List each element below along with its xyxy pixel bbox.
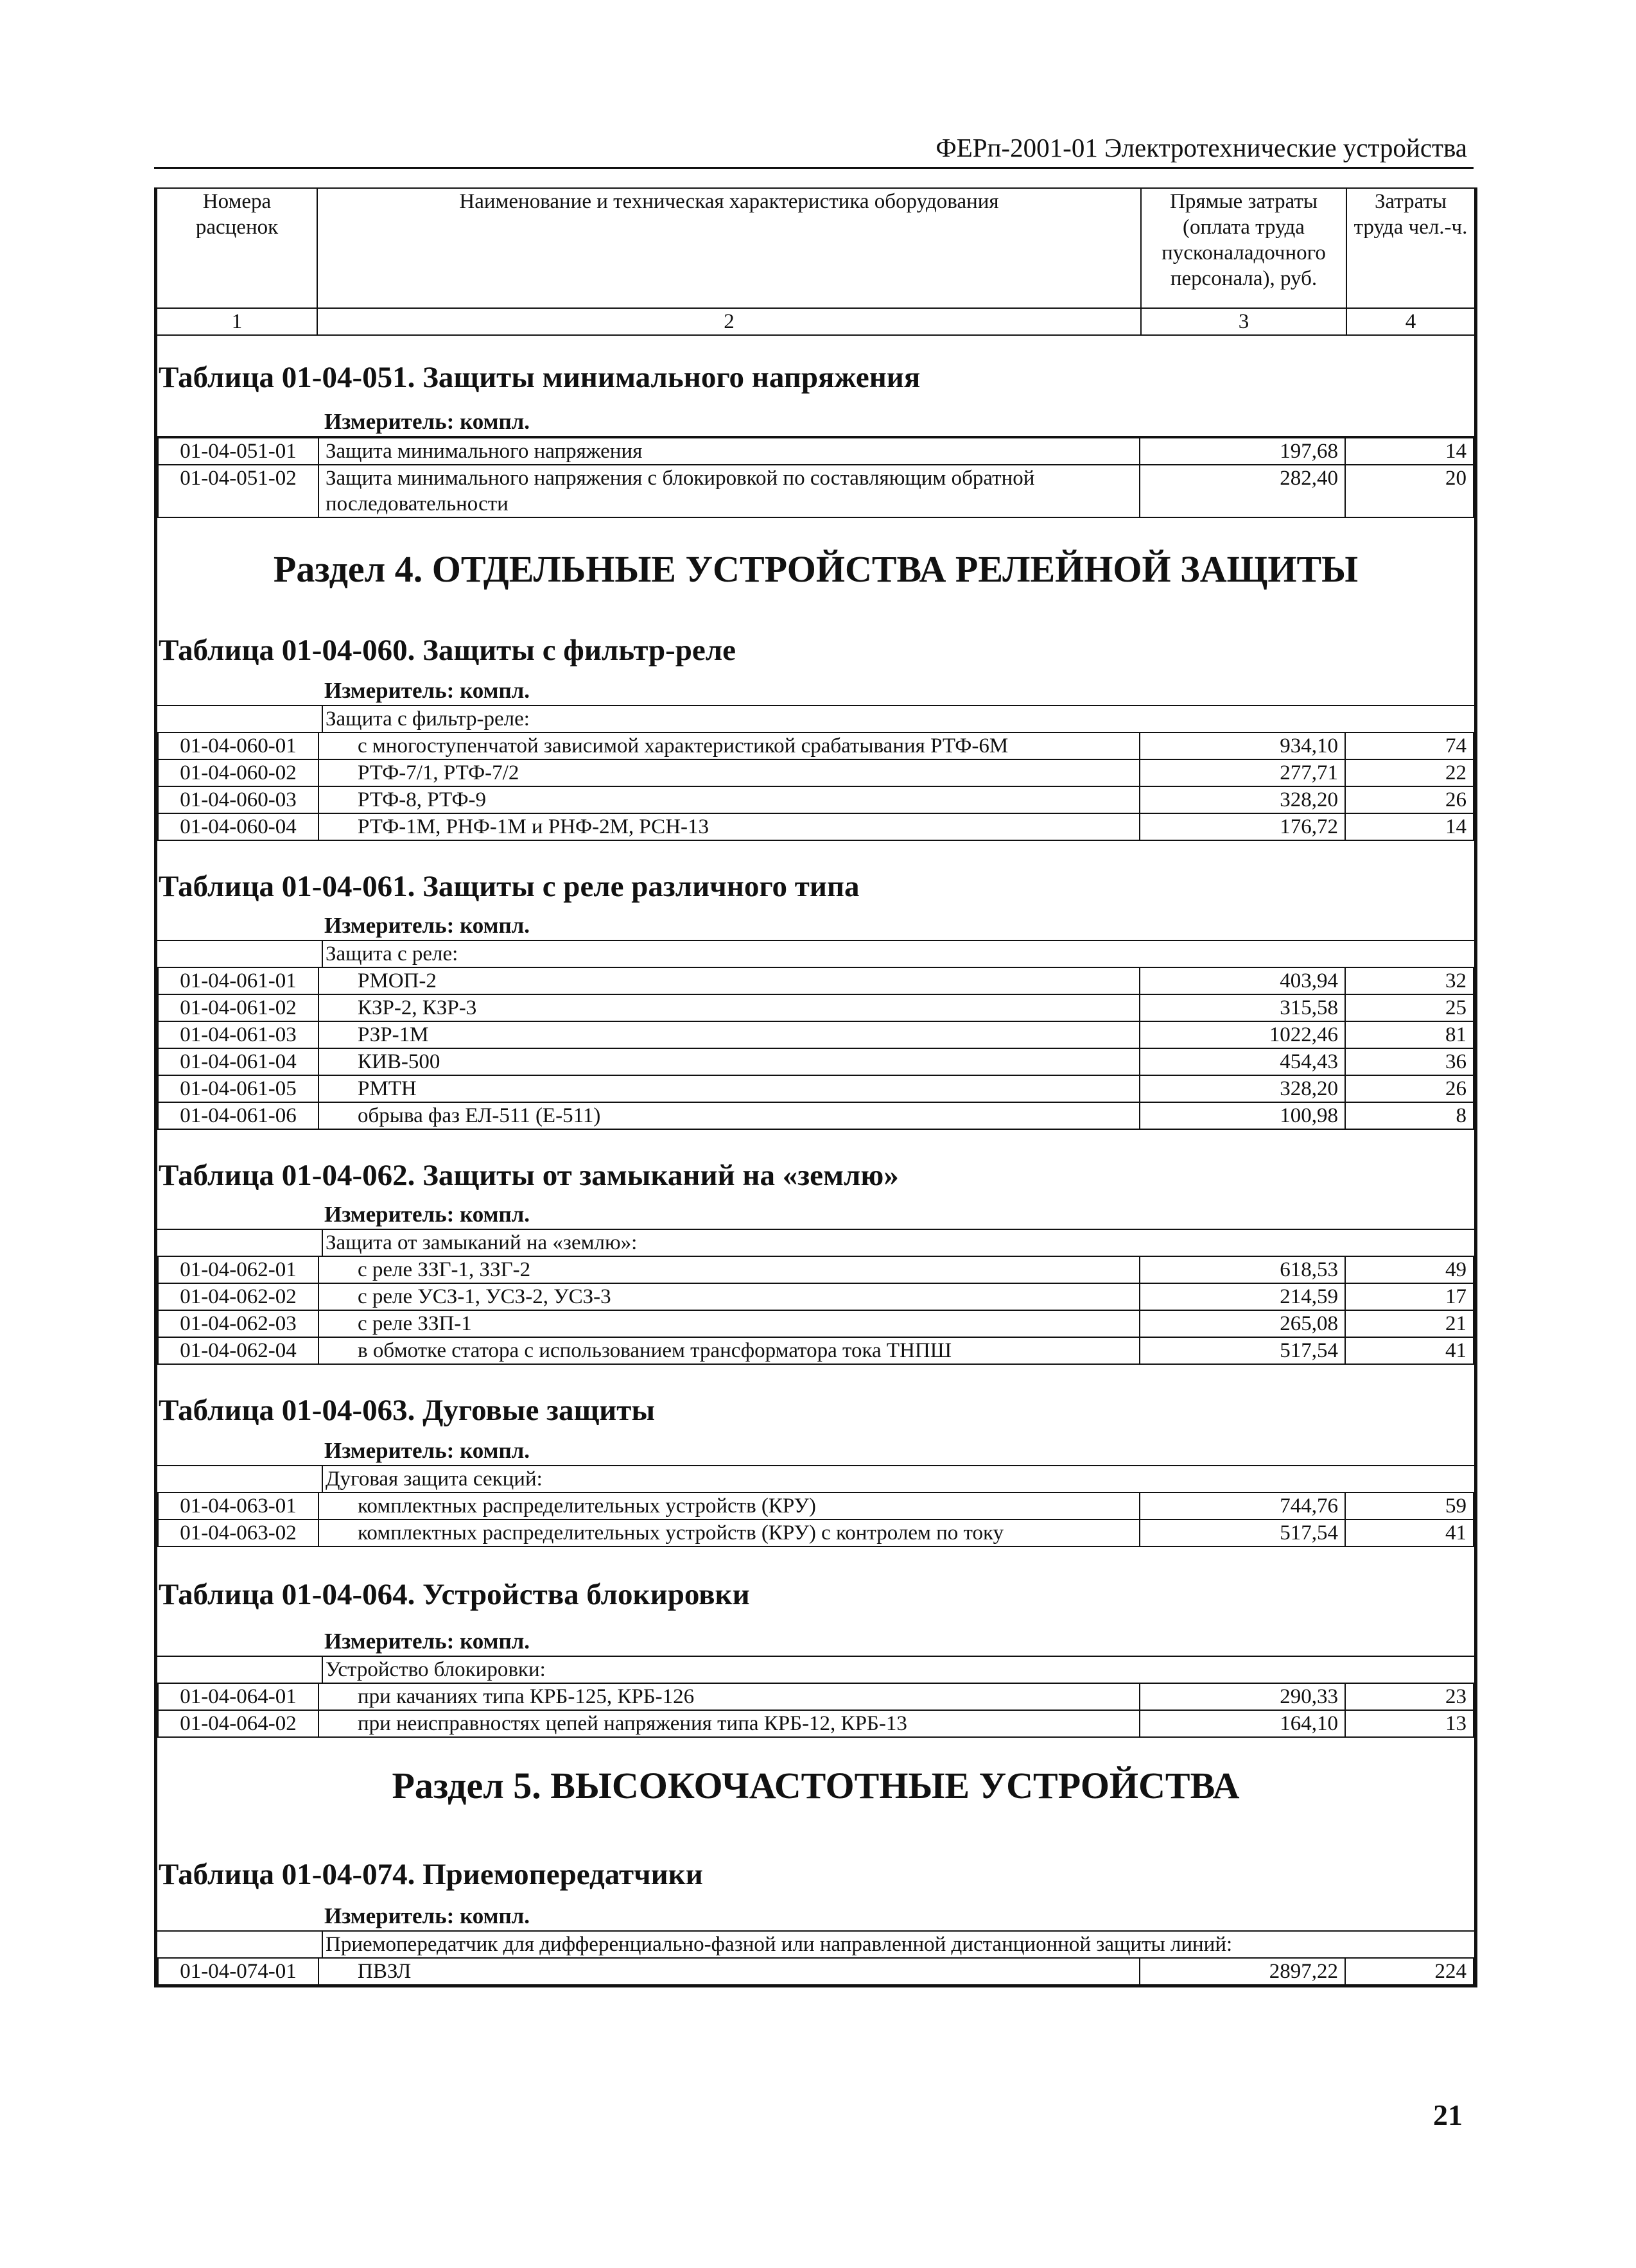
group-caption — [157, 941, 1474, 967]
direct-cost: 403,94 — [1140, 967, 1345, 994]
table-row — [158, 1283, 1474, 1310]
rate-name: ПВЗЛ — [318, 1958, 1140, 1985]
direct-cost: 517,54 — [1140, 1519, 1345, 1546]
labor-cost: 25 — [1345, 994, 1474, 1021]
rate-code: 01-04-062-04 — [158, 1337, 318, 1364]
rate-code: 01-04-074-01 — [158, 1958, 318, 1985]
rate-name: КИВ-500 — [318, 1048, 1140, 1075]
rate-code: 01-04-061-03 — [158, 1021, 318, 1048]
direct-cost: 176,72 — [1140, 813, 1345, 840]
group-caption-text: Устройство блокировки: — [322, 1657, 1474, 1683]
rate-name: РМОП-2 — [318, 967, 1140, 994]
direct-cost: 618,53 — [1140, 1256, 1345, 1283]
direct-cost: 744,76 — [1140, 1493, 1345, 1519]
table-row — [158, 732, 1474, 759]
col-number: 2 — [317, 308, 1141, 335]
rate-code: 01-04-062-02 — [158, 1283, 318, 1310]
table-row — [158, 1075, 1474, 1102]
labor-cost: 23 — [1345, 1683, 1474, 1710]
direct-cost: 282,40 — [1140, 465, 1345, 517]
labor-cost: 36 — [1345, 1048, 1474, 1075]
rate-name: при качаниях типа КРБ-125, КРБ-126 — [318, 1683, 1140, 1710]
table-title: Таблица 01-04-074. Приемопередатчики — [159, 1858, 703, 1891]
labor-cost: 49 — [1345, 1256, 1474, 1283]
table-row — [158, 1337, 1474, 1364]
rates-table — [157, 437, 1474, 518]
table-row — [158, 813, 1474, 840]
direct-cost: 197,68 — [1140, 438, 1345, 465]
table-row — [158, 1519, 1474, 1546]
table-row — [158, 1710, 1474, 1737]
table-title: Таблица 01-04-064. Устройства блокировки — [159, 1578, 750, 1611]
section-title: Раздел 5. ВЫСОКОЧАСТОТНЫЕ УСТРОЙСТВА — [156, 1738, 1475, 1817]
col-number: 1 — [157, 308, 317, 335]
price-table-frame — [154, 187, 1477, 1987]
table-row — [158, 967, 1474, 994]
table-row — [158, 1102, 1474, 1129]
group-caption-text: Защита с фильтр-реле: — [322, 706, 1474, 732]
rate-code: 01-04-064-02 — [158, 1710, 318, 1737]
rate-code: 01-04-063-01 — [158, 1493, 318, 1519]
labor-cost: 224 — [1345, 1958, 1474, 1985]
group-caption-text: Дуговая защита секций: — [322, 1466, 1474, 1492]
rate-code: 01-04-060-02 — [158, 759, 318, 786]
measurement-unit: Измеритель: компл. — [157, 1200, 1474, 1230]
col-number: 4 — [1346, 308, 1475, 335]
direct-cost: 328,20 — [1140, 1075, 1345, 1102]
measurement-unit: Измеритель: компл. — [157, 408, 1474, 437]
direct-cost: 164,10 — [1140, 1710, 1345, 1737]
group-caption — [157, 1230, 1474, 1256]
column-header-row — [157, 188, 1475, 308]
rate-name: с реле ЗЗГ-1, ЗЗГ-2 — [318, 1256, 1140, 1283]
table-row — [158, 1021, 1474, 1048]
labor-cost: 81 — [1345, 1021, 1474, 1048]
table-row — [158, 1310, 1474, 1337]
col-header-labor: Затраты труда чел.-ч. — [1346, 188, 1475, 308]
labor-cost: 21 — [1345, 1310, 1474, 1337]
rate-name: обрыва фаз ЕЛ-511 (Е-511) — [318, 1102, 1140, 1129]
direct-cost: 934,10 — [1140, 732, 1345, 759]
rate-name: комплектных распределительных устройств (КРУ) — [318, 1493, 1140, 1519]
direct-cost: 454,43 — [1140, 1048, 1345, 1075]
rates-table — [157, 1957, 1474, 1986]
rate-name: при неисправностях цепей напряжения типа КРБ-12, КРБ-13 — [318, 1710, 1140, 1737]
rate-code: 01-04-061-04 — [158, 1048, 318, 1075]
group-caption — [157, 706, 1474, 732]
rates-table — [157, 1492, 1474, 1547]
col-number: 3 — [1141, 308, 1346, 335]
rate-code: 01-04-064-01 — [158, 1683, 318, 1710]
direct-cost: 328,20 — [1140, 786, 1345, 813]
labor-cost: 22 — [1345, 759, 1474, 786]
table-title: Таблица 01-04-063. Дуговые защиты — [159, 1394, 656, 1427]
table-row — [158, 465, 1474, 517]
rate-code: 01-04-060-04 — [158, 813, 318, 840]
column-number-row — [157, 308, 1475, 335]
rate-code: 01-04-061-02 — [158, 994, 318, 1021]
labor-cost: 14 — [1345, 438, 1474, 465]
labor-cost: 26 — [1345, 1075, 1474, 1102]
rate-code: 01-04-061-01 — [158, 967, 318, 994]
labor-cost: 17 — [1345, 1283, 1474, 1310]
rate-name: РТФ-1М, РНФ-1М и РНФ-2М, РСН-13 — [318, 813, 1140, 840]
rates-table — [157, 1683, 1474, 1738]
page-number: 21 — [1433, 2099, 1463, 2131]
labor-cost: 41 — [1345, 1519, 1474, 1546]
direct-cost: 277,71 — [1140, 759, 1345, 786]
col-header-name: Наименование и техническая характеристика оборудования — [317, 188, 1141, 308]
table-row — [158, 759, 1474, 786]
table-row — [158, 1493, 1474, 1519]
rates-table — [157, 1256, 1474, 1365]
content-blocks — [156, 336, 1475, 1986]
table-row — [158, 1256, 1474, 1283]
rate-code: 01-04-063-02 — [158, 1519, 318, 1546]
labor-cost: 20 — [1345, 465, 1474, 517]
price-table — [156, 1547, 1475, 1738]
direct-cost: 517,54 — [1140, 1337, 1345, 1364]
measurement-unit: Измеритель: компл. — [157, 1902, 1474, 1932]
section-title: Раздел 4. ОТДЕЛЬНЫЕ УСТРОЙСТВА РЕЛЕЙНОЙ ЗАЩИТЫ — [156, 518, 1475, 605]
price-table — [156, 841, 1475, 1130]
col-header-code: Номера расценок — [157, 188, 317, 308]
direct-cost: 265,08 — [1140, 1310, 1345, 1337]
table-row — [158, 786, 1474, 813]
rate-name: с реле ЗЗП-1 — [318, 1310, 1140, 1337]
direct-cost: 100,98 — [1140, 1102, 1345, 1129]
table-row — [158, 438, 1474, 465]
document-title: ФЕРп-2001-01 Электротехнические устройства — [935, 133, 1467, 162]
table-row — [158, 1683, 1474, 1710]
rate-name: РТФ-7/1, РТФ-7/2 — [318, 759, 1140, 786]
rate-code: 01-04-062-01 — [158, 1256, 318, 1283]
table-row — [158, 1958, 1474, 1985]
direct-cost: 214,59 — [1140, 1283, 1345, 1310]
rate-code: 01-04-062-03 — [158, 1310, 318, 1337]
measurement-unit: Измеритель: компл. — [157, 912, 1474, 941]
table-row — [158, 994, 1474, 1021]
rate-name: РЗР-1М — [318, 1021, 1140, 1048]
rates-table — [157, 732, 1474, 841]
column-header-table — [156, 187, 1475, 336]
group-caption — [157, 1657, 1474, 1683]
table-title: Таблица 01-04-060. Защиты с фильтр-реле — [159, 634, 736, 667]
labor-cost: 26 — [1345, 786, 1474, 813]
price-table — [156, 1817, 1475, 1986]
group-caption-text: Защита от замыканий на «землю»: — [322, 1230, 1474, 1256]
measurement-unit: Измеритель: компл. — [157, 1627, 1474, 1657]
labor-cost: 59 — [1345, 1493, 1474, 1519]
labor-cost: 8 — [1345, 1102, 1474, 1129]
running-header — [154, 128, 1474, 169]
labor-cost: 14 — [1345, 813, 1474, 840]
rate-name: РТФ-8, РТФ-9 — [318, 786, 1140, 813]
rate-name: с многоступенчатой зависимой характеристикой срабатывания РТФ-6М — [318, 732, 1140, 759]
measurement-unit: Измеритель: компл. — [157, 677, 1474, 706]
labor-cost: 13 — [1345, 1710, 1474, 1737]
direct-cost: 290,33 — [1140, 1683, 1345, 1710]
table-title: Таблица 01-04-062. Защиты от замыканий на «землю» — [159, 1159, 899, 1192]
measurement-unit: Измеритель: компл. — [157, 1437, 1474, 1466]
rate-code: 01-04-061-06 — [158, 1102, 318, 1129]
group-caption-text: Приемопередатчик для дифференциально-фазной или направленной дистанционной защиты линий: — [322, 1932, 1474, 1957]
table-row — [158, 1048, 1474, 1075]
rates-table — [157, 967, 1474, 1130]
rate-name: КЗР-2, КЗР-3 — [318, 994, 1140, 1021]
group-caption — [157, 1466, 1474, 1492]
rate-code: 01-04-051-02 — [158, 465, 318, 517]
col-header-cost: Прямые затраты (оплата труда пусконаладочного персонала), руб. — [1141, 188, 1346, 308]
rate-name: Защита минимального напряжения с блокировкой по составляющим обратной последовательности — [318, 465, 1140, 517]
group-caption — [157, 1932, 1474, 1957]
rate-code: 01-04-060-01 — [158, 732, 318, 759]
direct-cost: 2897,22 — [1140, 1958, 1345, 1985]
rate-name: РМТН — [318, 1075, 1140, 1102]
labor-cost: 41 — [1345, 1337, 1474, 1364]
rate-code: 01-04-051-01 — [158, 438, 318, 465]
rate-code: 01-04-061-05 — [158, 1075, 318, 1102]
rate-name: комплектных распределительных устройств (КРУ) с контролем по току — [318, 1519, 1140, 1546]
labor-cost: 32 — [1345, 967, 1474, 994]
table-title: Таблица 01-04-051. Защиты минимального напряжения — [159, 361, 921, 394]
labor-cost: 74 — [1345, 732, 1474, 759]
price-table — [156, 336, 1475, 518]
direct-cost: 1022,46 — [1140, 1021, 1345, 1048]
rate-code: 01-04-060-03 — [158, 786, 318, 813]
rate-name: с реле УСЗ-1, УСЗ-2, УСЗ-3 — [318, 1283, 1140, 1310]
table-title: Таблица 01-04-061. Защиты с реле различного типа — [159, 870, 860, 903]
price-table — [156, 605, 1475, 841]
rate-name: в обмотке статора с использованием трансформатора тока ТНПШ — [318, 1337, 1140, 1364]
price-table — [156, 1365, 1475, 1547]
group-caption-text: Защита с реле: — [322, 941, 1474, 967]
price-table — [156, 1130, 1475, 1365]
rate-name: Защита минимального напряжения — [318, 438, 1140, 465]
direct-cost: 315,58 — [1140, 994, 1345, 1021]
